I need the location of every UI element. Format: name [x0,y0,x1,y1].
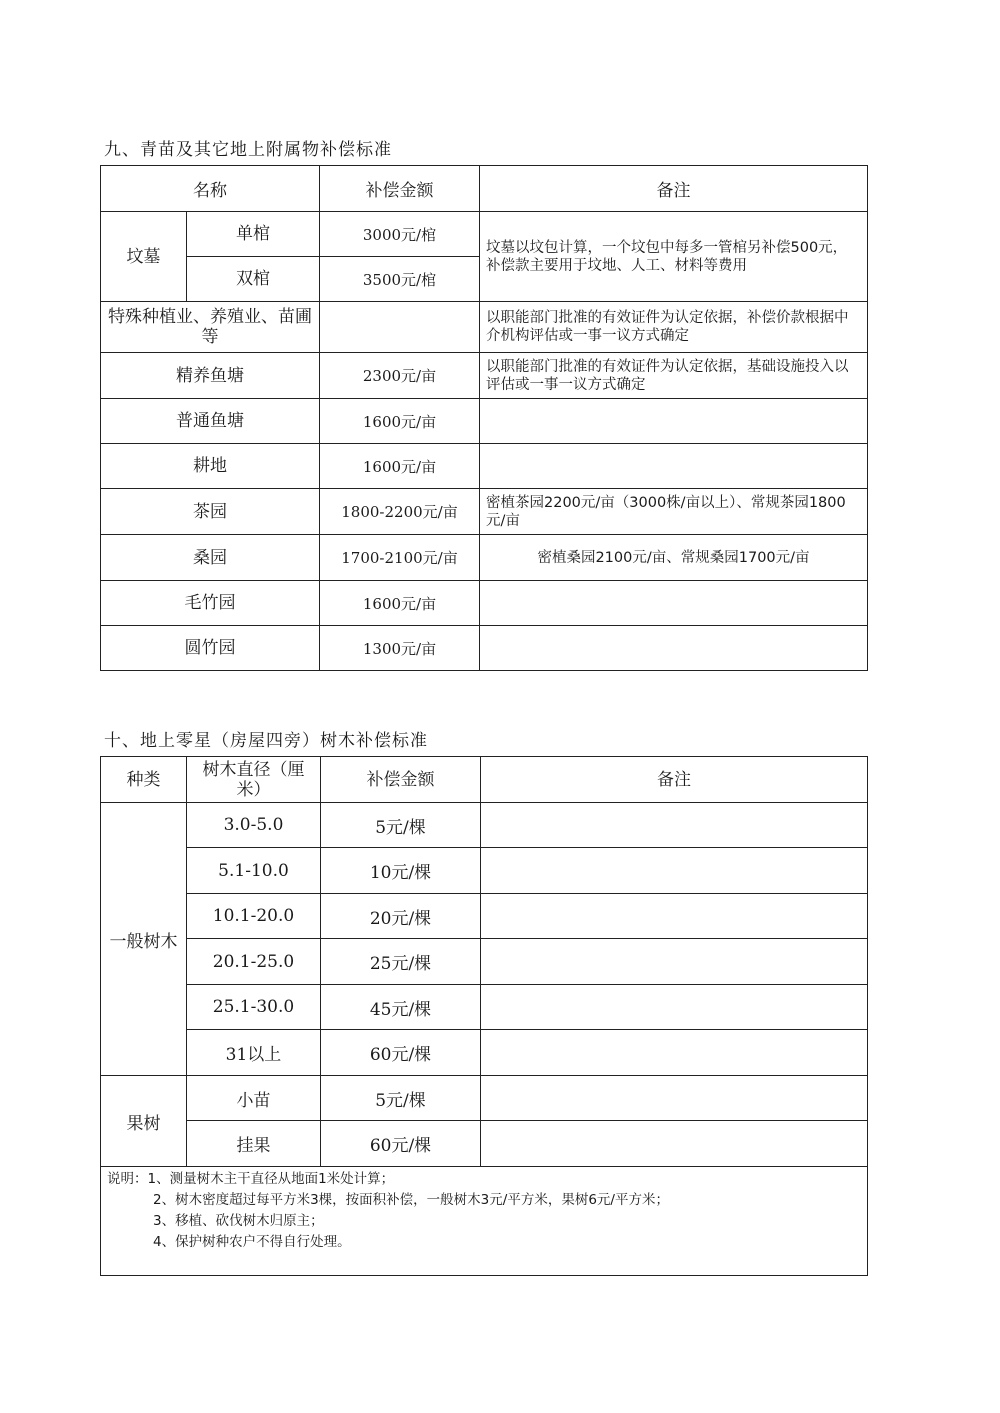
row-note: 密植桑园2100元/亩、常规桑园1700元/亩 [480,535,868,581]
amount-cell: 60元/棵 [321,1121,481,1167]
row-amount: 1700-2100元/亩 [320,535,480,581]
grave-single-amount: 3000元/棺 [320,212,480,257]
row-amount: 1800-2200元/亩 [320,489,480,535]
row-note [480,399,868,444]
row-name: 圆竹园 [101,626,320,671]
table-row [101,626,868,671]
diameter-cell: 3.0-5.0 [187,803,321,848]
note-cell [481,848,868,894]
note-cell [481,1121,868,1167]
table-header-row [101,757,868,803]
note-cell [481,894,868,939]
row-note: 以职能部门批准的有效证件为认定依据，补偿价款根据中介机构评估或一事一议方式确定 [480,302,868,353]
table-row [101,848,868,894]
amount-cell: 25元/棵 [321,939,481,985]
table-row [101,212,868,257]
crops-compensation-table [100,165,868,671]
row-amount: 1600元/亩 [320,444,480,489]
header-diameter: 树木直径（厘米） [187,757,321,803]
diameter-cell: 小苗 [187,1076,321,1121]
notes-row [101,1167,868,1276]
row-note [480,444,868,489]
note-line: 4、保护树种农户不得自行处理。 [153,1234,351,1250]
table-row [101,535,868,581]
table-row [101,444,868,489]
row-name: 特殊种植业、养殖业、苗圃等 [101,302,320,353]
row-amount: 1600元/亩 [320,581,480,626]
section-10-title: 十、地上零星（房屋四旁）树木补偿标准 [104,731,428,751]
row-amount: 1300元/亩 [320,626,480,671]
row-amount [320,302,480,353]
header-note: 备注 [481,757,868,803]
row-note: 以职能部门批准的有效证件为认定依据，基础设施投入以评估或一事一议方式确定 [480,353,868,399]
amount-cell: 5元/棵 [321,1076,481,1121]
row-name: 桑园 [101,535,320,581]
amount-cell: 60元/棵 [321,1030,481,1076]
header-type: 种类 [101,757,187,803]
row-name: 耕地 [101,444,320,489]
row-note [480,626,868,671]
amount-cell: 45元/棵 [321,985,481,1030]
table-header-row [101,166,868,212]
table-row [101,939,868,985]
diameter-cell: 10.1-20.0 [187,894,321,939]
table-row [101,894,868,939]
row-name: 精养鱼塘 [101,353,320,399]
amount-cell: 5元/棵 [321,803,481,848]
fruit-tree-label: 果树 [101,1076,187,1167]
row-amount: 2300元/亩 [320,353,480,399]
table-row [101,581,868,626]
row-amount: 1600元/亩 [320,399,480,444]
diameter-cell: 20.1-25.0 [187,939,321,985]
amount-cell: 20元/棵 [321,894,481,939]
table-row [101,302,868,353]
grave-single-label: 单棺 [187,212,320,257]
row-name: 茶园 [101,489,320,535]
note-line: 3、移植、砍伐树木归原主； [153,1213,324,1229]
table-row [101,353,868,399]
diameter-cell: 31以上 [187,1030,321,1076]
note-cell [481,939,868,985]
note-line: 2、树木密度超过每平方米3棵，按面积补偿，一般树木3元/平方米，果树6元/平方米； [153,1192,669,1208]
row-name: 毛竹园 [101,581,320,626]
header-amount: 补偿金额 [320,166,480,212]
table-row [101,803,868,848]
row-note [480,581,868,626]
table-row [101,1121,868,1167]
row-name: 普通鱼塘 [101,399,320,444]
header-amount: 补偿金额 [321,757,481,803]
note-line: 说明：1、测量树木主干直径从地面1米处计算； [107,1171,395,1187]
table-row [101,489,868,535]
general-tree-label: 一般树木 [101,803,187,1076]
grave-note: 坟墓以坟包计算，一个坟包中每多一管棺另补偿500元，补偿款主要用于坟地、人工、材料等费用 [480,212,868,302]
section-9-title: 九、青苗及其它地上附属物补偿标准 [104,140,392,160]
note-cell [481,985,868,1030]
grave-double-amount: 3500元/棺 [320,257,480,302]
header-name: 名称 [101,166,320,212]
table-row [101,399,868,444]
note-cell [481,803,868,848]
row-note: 密植茶园2200元/亩（3000株/亩以上）、常规茶园1800元/亩 [480,489,868,535]
note-cell [481,1030,868,1076]
explanation-notes [101,1167,868,1276]
diameter-cell: 25.1-30.0 [187,985,321,1030]
note-cell [481,1076,868,1121]
trees-compensation-table [100,756,868,1276]
amount-cell: 10元/棵 [321,848,481,894]
header-note: 备注 [480,166,868,212]
grave-double-label: 双棺 [187,257,320,302]
diameter-cell: 5.1-10.0 [187,848,321,894]
grave-label: 坟墓 [101,212,187,302]
table-row [101,1076,868,1121]
table-row [101,1030,868,1076]
diameter-cell: 挂果 [187,1121,321,1167]
table-row [101,985,868,1030]
